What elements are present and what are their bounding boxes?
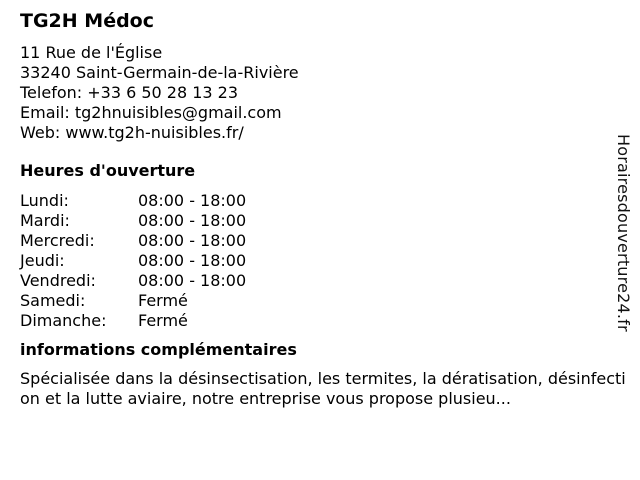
- phone-number: Telefon: +33 6 50 28 13 23: [20, 83, 239, 102]
- day-hours: Fermé: [138, 311, 188, 330]
- hours-table: [20, 191, 620, 331]
- day-label: Mardi:: [20, 211, 70, 230]
- info-heading: informations complémentaires: [20, 340, 297, 359]
- day-hours: Fermé: [138, 291, 188, 310]
- day-hours: 08:00 - 18:00: [138, 251, 247, 270]
- hours-row-monday: [20, 191, 620, 211]
- day-hours: 08:00 - 18:00: [138, 211, 247, 230]
- day-label: Vendredi:: [20, 271, 96, 290]
- hours-row-wednesday: [20, 231, 620, 251]
- hours-row-tuesday: [20, 211, 620, 231]
- day-label: Mercredi:: [20, 231, 95, 250]
- brand-watermark: Horairesdouverture24.fr: [614, 134, 633, 332]
- day-label: Samedi:: [20, 291, 86, 310]
- hours-row-thursday: [20, 251, 620, 271]
- hours-row-friday: [20, 271, 620, 291]
- info-description: Spécialisée dans la désinsectisation, les termites, la dératisation, désinfection et la lutte aviaire, notre entreprise vous propose plusieu...: [20, 369, 626, 408]
- address-city: 33240 Saint-Germain-de-la-Rivière: [20, 63, 299, 82]
- hours-row-saturday: [20, 291, 620, 311]
- address-street: 11 Rue de l'Église: [20, 43, 163, 62]
- hours-row-sunday: [20, 311, 620, 331]
- day-label: Lundi:: [20, 191, 69, 210]
- hours-heading: Heures d'ouverture: [20, 161, 196, 180]
- day-hours: 08:00 - 18:00: [138, 191, 247, 210]
- day-hours: 08:00 - 18:00: [138, 271, 247, 290]
- business-name: TG2H Médoc: [20, 10, 155, 32]
- email-address: Email: tg2hnuisibles@gmail.com: [20, 103, 282, 122]
- day-label: Dimanche:: [20, 311, 107, 330]
- day-hours: 08:00 - 18:00: [138, 231, 247, 250]
- day-label: Jeudi:: [20, 251, 65, 270]
- website-address: Web: www.tg2h-nuisibles.fr/: [20, 123, 244, 142]
